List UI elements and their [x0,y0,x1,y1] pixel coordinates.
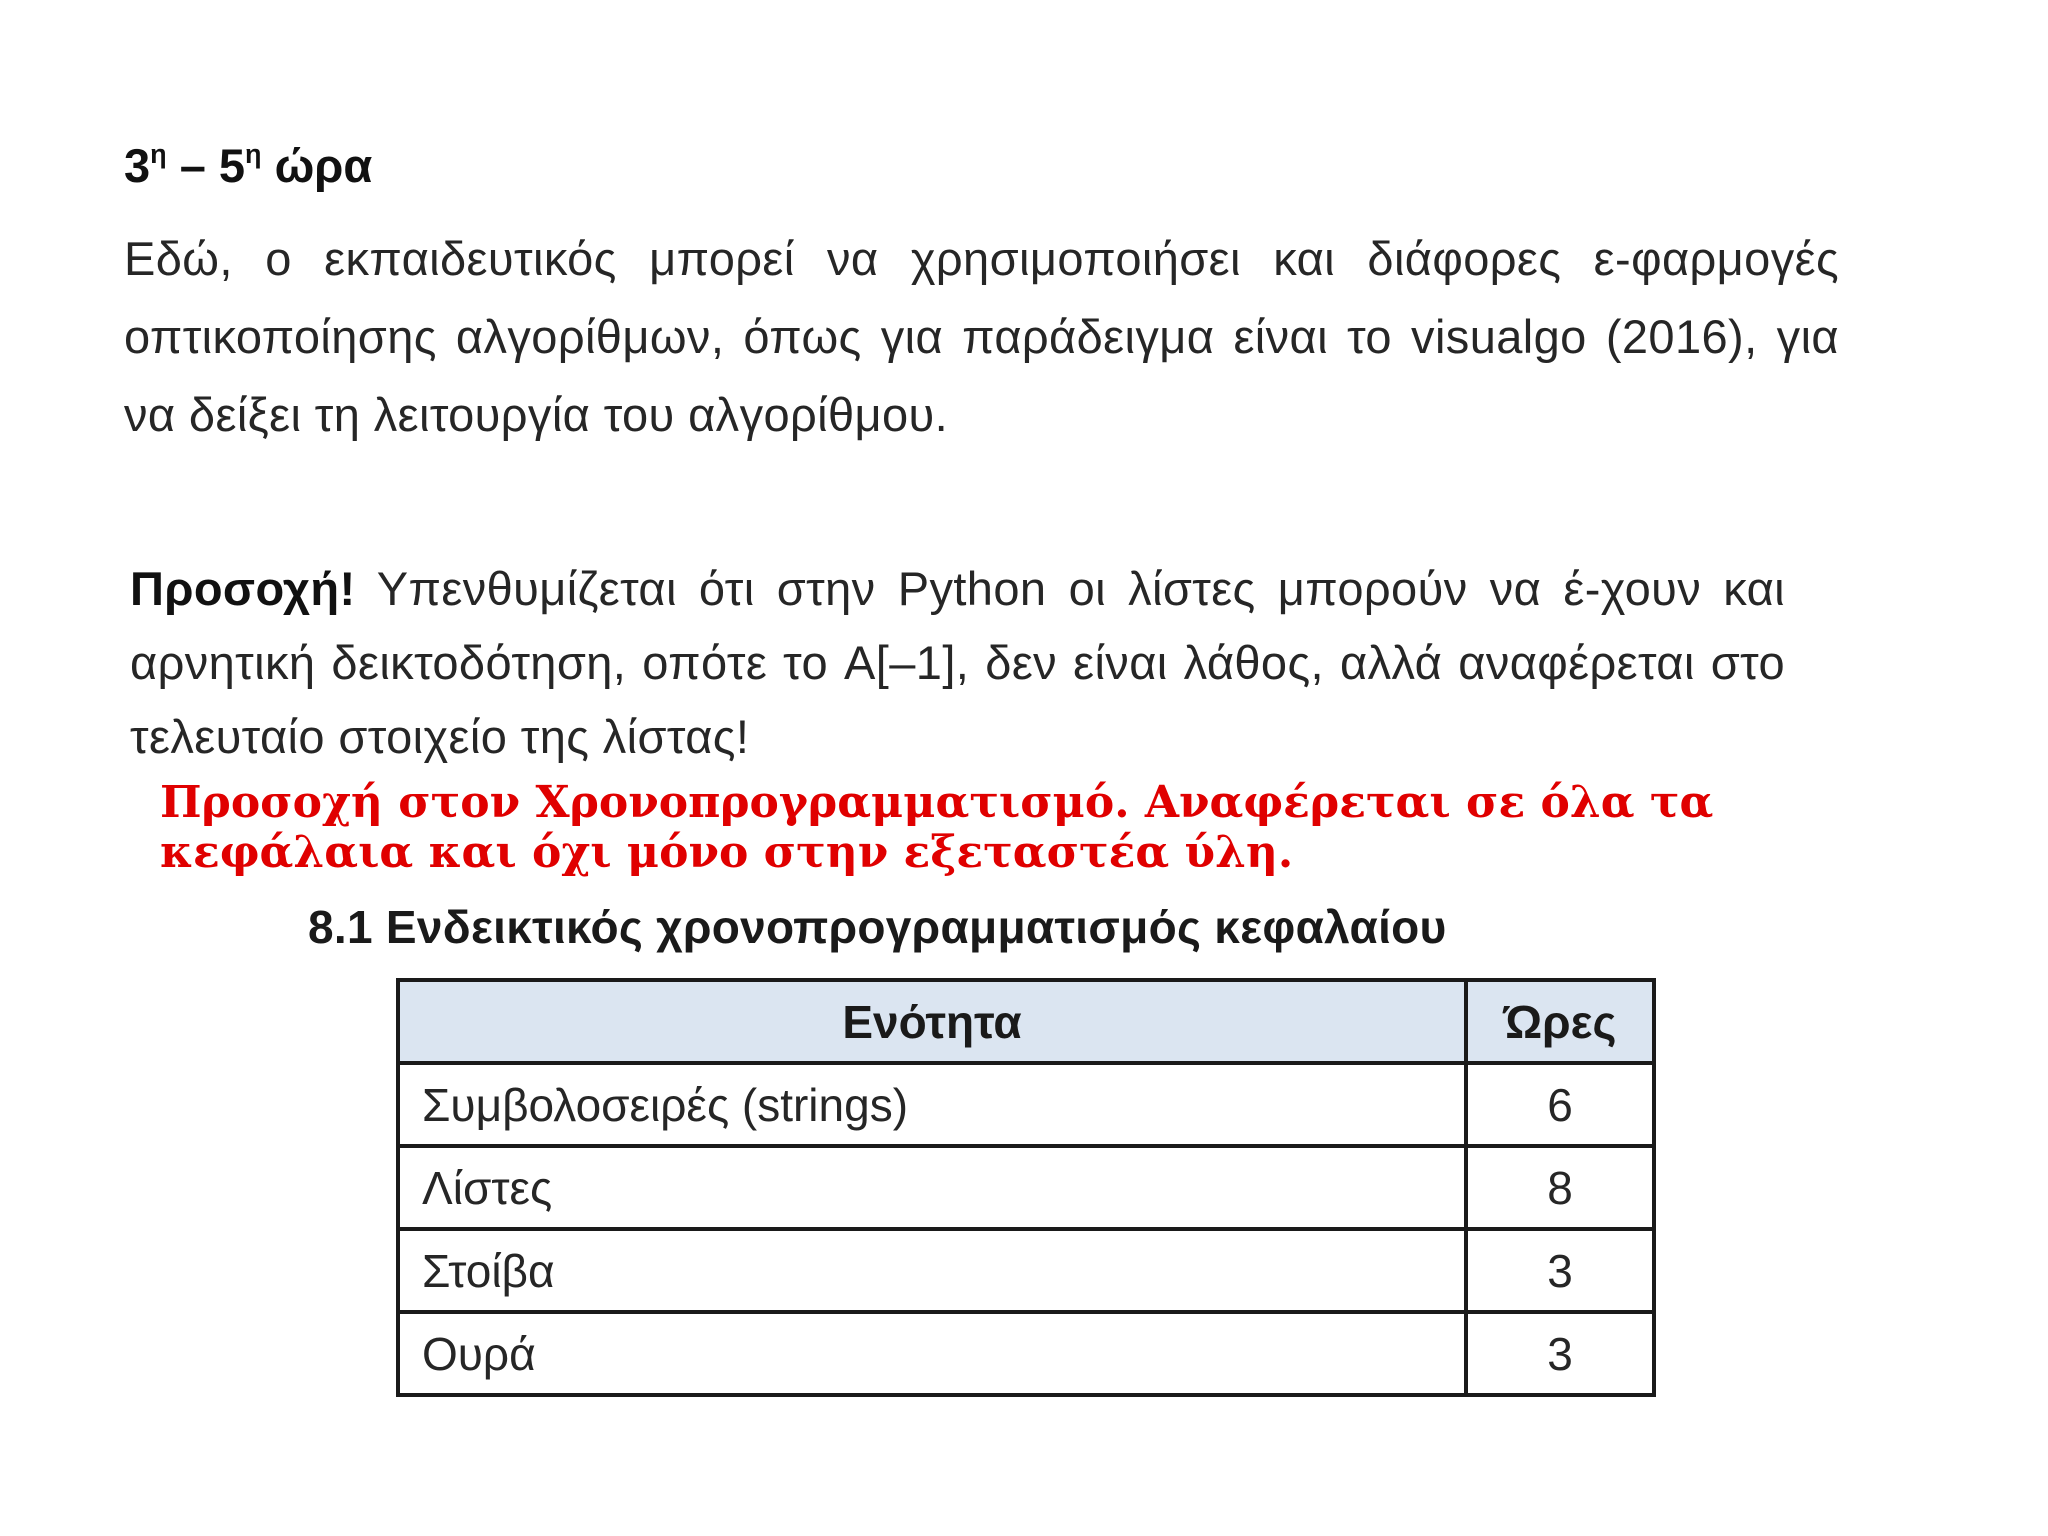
attention-bold-lead: Προσοχή! [130,562,356,615]
row-section: Λίστες [398,1146,1466,1229]
heading-word: ώρα [261,139,373,192]
attention-text: Υπενθυμίζεται ότι στην Python οι λίστες μπορούν να έ-χουν και αρνητική δεικτοδότηση, οπότε το A[–1], δεν είναι λάθος, αλλά αναφέρεται στο τελευταίο στοιχείο της λίστας! [130,562,1785,763]
schedule-table [396,978,1656,1397]
row-section: Ουρά [398,1312,1466,1395]
heading-start-number: 3 [124,139,151,192]
table-row [398,1063,1654,1146]
row-section: Στοίβα [398,1229,1466,1312]
row-hours: 3 [1466,1229,1654,1312]
table-title: 8.1 Ενδεικτικός χρονοπρογραμματισμός κεφαλαίου [308,901,1447,953]
header-section: Ενότητα [398,980,1466,1063]
heading-superscript-2: η [245,139,262,170]
heading-superscript-1: η [150,139,167,170]
lesson-hours-heading [124,138,372,193]
table-row [398,1146,1654,1229]
row-hours: 3 [1466,1312,1654,1395]
table-row [398,1312,1654,1395]
table-header-row [398,980,1654,1063]
header-hours: Ώρες [1466,980,1654,1063]
heading-end-number: 5 [218,139,246,192]
row-hours: 8 [1466,1146,1654,1229]
attention-paragraph [130,552,1785,774]
scheduling-note: Προσοχή στον Χρονοπρογραμματισμό. Αναφέρεται σε όλα τα κεφάλαια και όχι μόνο στην εξεταστέα ύλη. [160,777,1714,878]
heading-dash: – [166,139,219,192]
visualization-paragraph: Εδώ, ο εκπαιδευτικός μπορεί να χρησιμοποιήσει και διάφορες ε-φαρμογές οπτικοποίησης αλγορίθμων, όπως για παράδειγμα είναι το visualgo (2016), για να δείξει τη λειτουργία του αλγορίθμου. [124,232,1839,441]
row-section: Συμβολοσειρές (strings) [398,1063,1466,1146]
row-hours: 6 [1466,1063,1654,1146]
table-row [398,1229,1654,1312]
